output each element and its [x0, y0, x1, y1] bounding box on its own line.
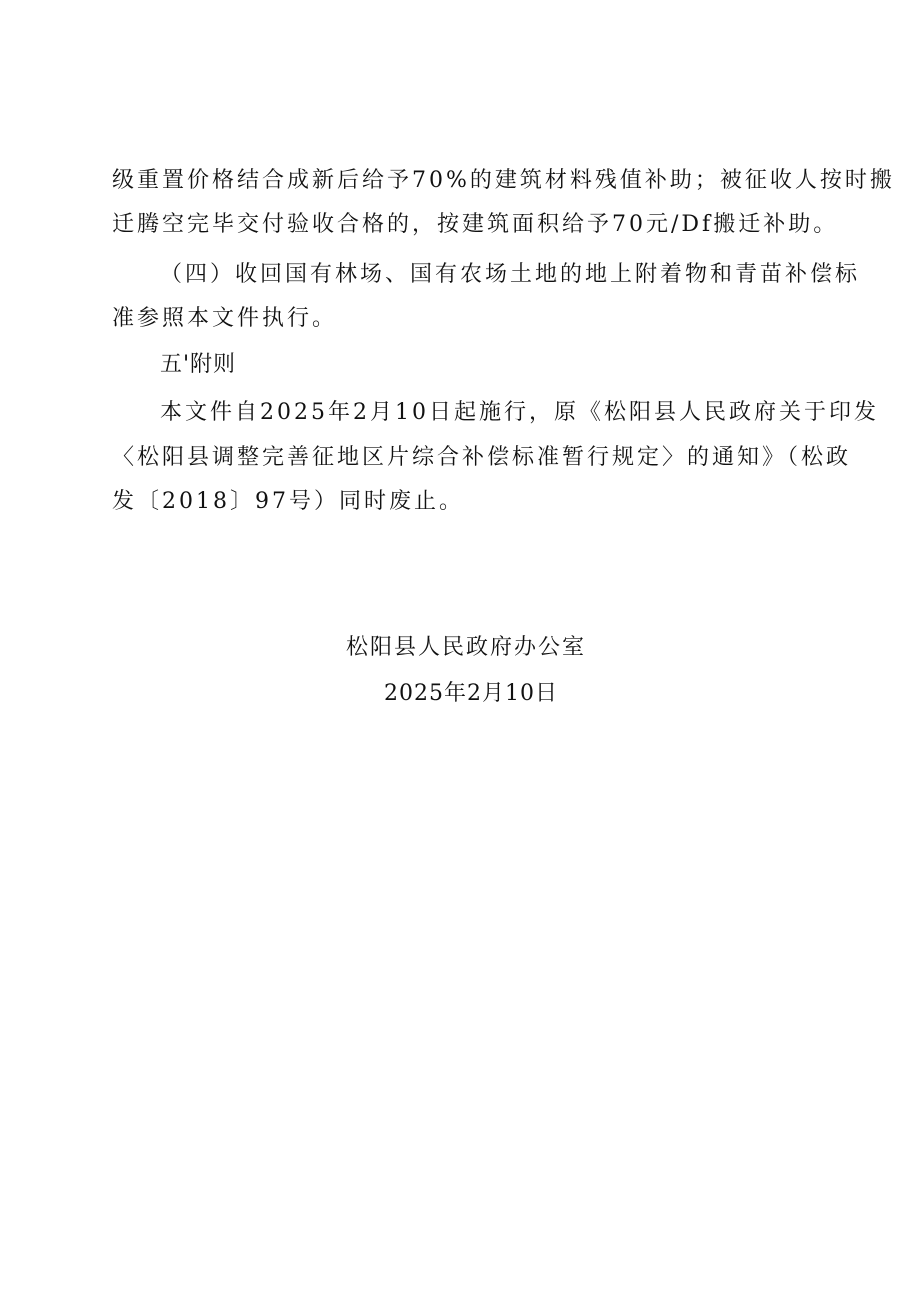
section-body-line-3: 发〔2018〕97号）同时废止。	[112, 489, 464, 514]
body-line-1: 级重置价格结合成新后给予70%的建筑材料残值补助；被征收人按时搬	[112, 168, 895, 193]
section-body-line-1: 本文件自2025年2月10日起施行，原《松阳县人民政府关于印发	[160, 400, 879, 425]
body-line-4: 准参照本文件执行。	[112, 306, 338, 331]
signature-date: 2025年2月10日	[384, 681, 558, 706]
body-line-2: 迁腾空完毕交付验收合格的，按建筑面积给予70元/Df搬迁补助。	[112, 212, 839, 237]
signature-organization: 松阳县人民政府办公室	[346, 635, 587, 660]
section-heading-supplementary: 五'附则	[160, 352, 237, 377]
section-body-line-2: 〈松阳县调整完善征地区片综合补偿标准暂行规定〉的通知》（松政	[112, 445, 852, 470]
body-line-3: （四）收回国有林场、国有农场土地的地上附着物和青苗补偿标	[160, 262, 861, 287]
